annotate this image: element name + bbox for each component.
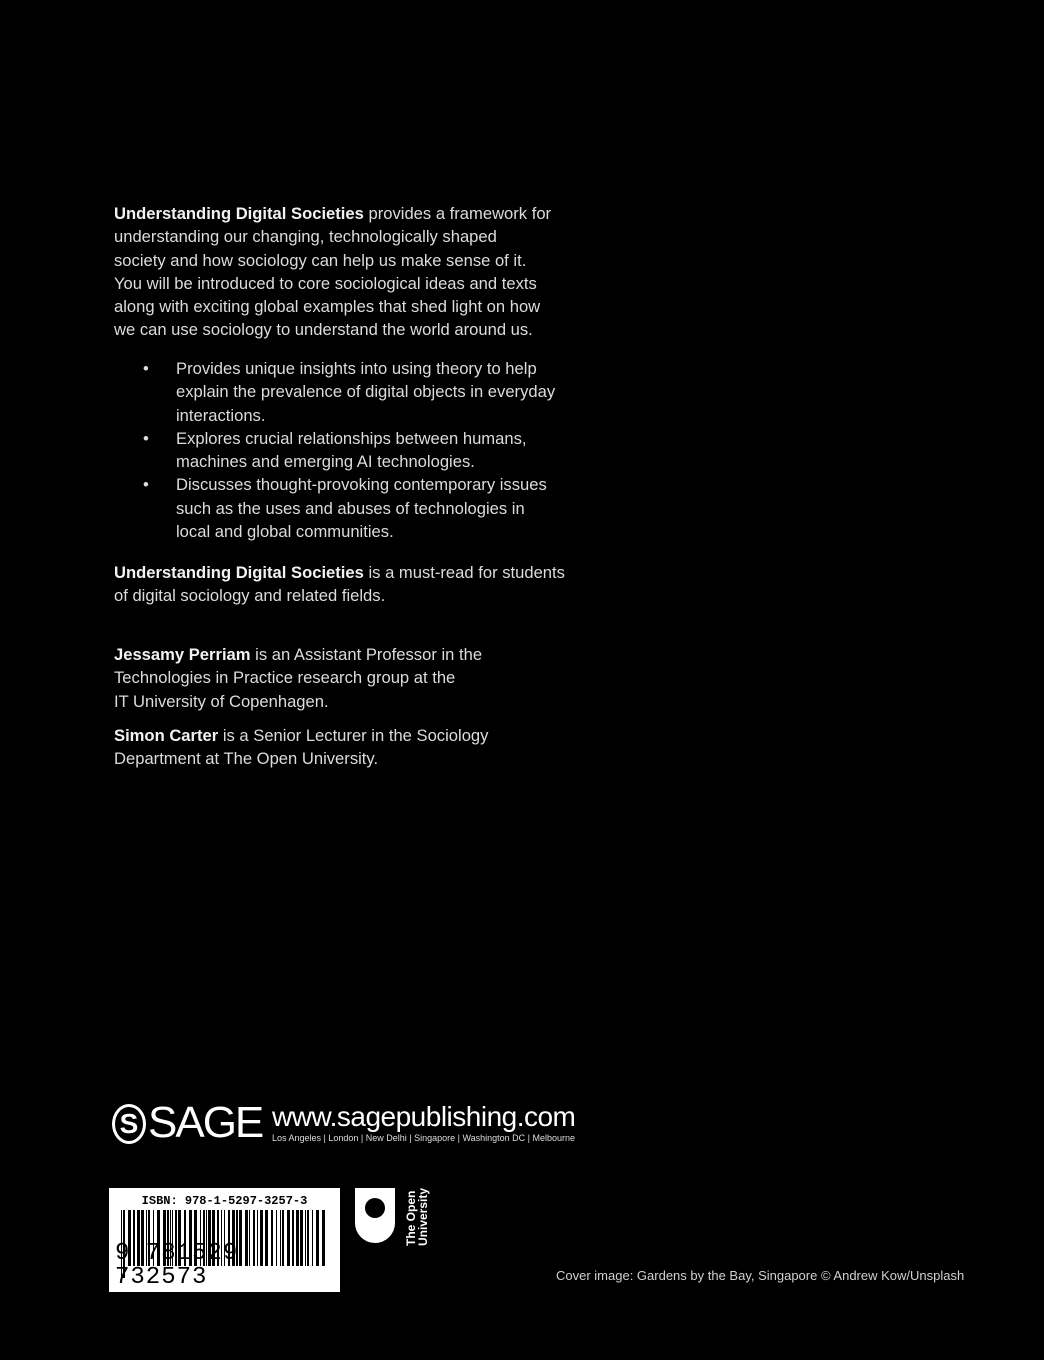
text-line: along with exciting global examples that shed light on how xyxy=(114,297,541,317)
bullet-list xyxy=(114,357,555,543)
bullet-icon: • xyxy=(143,359,149,378)
author-bio xyxy=(114,724,488,771)
publisher-block xyxy=(112,1100,582,1150)
sage-logo-icon: S xyxy=(112,1104,146,1144)
text-line: Provides unique insights into using theory to help xyxy=(176,359,537,378)
publisher-cities: Los Angeles | London | New Delhi | Singapore | Washington DC | Melbourne xyxy=(272,1133,576,1143)
author-name: Jessamy Perriam xyxy=(114,645,251,664)
text-line: IT University of Copenhagen. xyxy=(114,691,329,711)
cover-image-credit: Cover image: Gardens by the Bay, Singapore © Andrew Kow/Unsplash xyxy=(556,1268,965,1283)
isbn-label: ISBN: 978-1-5297-3257-3 xyxy=(141,1194,308,1208)
closing-paragraph xyxy=(114,561,565,608)
text-line: explain the prevalence of digital objects in everyday xyxy=(176,382,556,402)
text-line: is an Assistant Professor in the xyxy=(250,645,483,664)
text-line: such as the uses and abuses of technologies in xyxy=(176,498,525,518)
barcode-number: 9 781529 732573 xyxy=(115,1240,239,1291)
text-line: Discusses thought-provoking contemporary issues xyxy=(176,475,547,495)
author-bio xyxy=(114,643,482,713)
list-item xyxy=(114,473,555,543)
publisher-url[interactable]: www.sagepublishing.com xyxy=(272,1101,576,1132)
isbn-barcode xyxy=(109,1188,340,1292)
bullet-icon: • xyxy=(143,428,149,448)
text-line: is a Senior Lecturer in the Sociology xyxy=(218,726,489,745)
list-item xyxy=(114,357,555,427)
text-line: of digital sociology and related fields. xyxy=(114,586,386,606)
text-line: Technologies in Practice research group at the xyxy=(114,668,456,688)
text-line: Department at The Open University. xyxy=(114,749,379,769)
ou-logo-text: The Open University xyxy=(404,1187,430,1246)
text-line: provides a framework for xyxy=(363,204,552,223)
intro-paragraph xyxy=(114,202,551,342)
sage-logo-text: SAGE xyxy=(148,1098,263,1147)
author-name: Simon Carter xyxy=(114,726,219,745)
book-title: Understanding Digital Societies xyxy=(114,563,364,582)
text-line: understanding our changing, technologically shaped xyxy=(114,227,497,247)
text-line: Explores crucial relationships between humans, xyxy=(176,428,527,448)
text-line: local and global communities. xyxy=(176,522,394,542)
ou-shield-icon xyxy=(355,1188,395,1243)
text-line: is a must-read for students xyxy=(363,563,565,582)
list-item xyxy=(114,427,555,474)
bullet-icon: • xyxy=(143,475,149,495)
text-line: You will be introduced to core sociological ideas and texts xyxy=(114,273,537,293)
text-line: interactions. xyxy=(176,405,266,425)
text-line: we can use sociology to understand the world around us. xyxy=(114,320,533,340)
book-title: Understanding Digital Societies xyxy=(114,204,364,223)
text-line: machines and emerging AI technologies. xyxy=(176,452,475,472)
text-line: society and how sociology can help us make sense of it. xyxy=(114,250,527,270)
